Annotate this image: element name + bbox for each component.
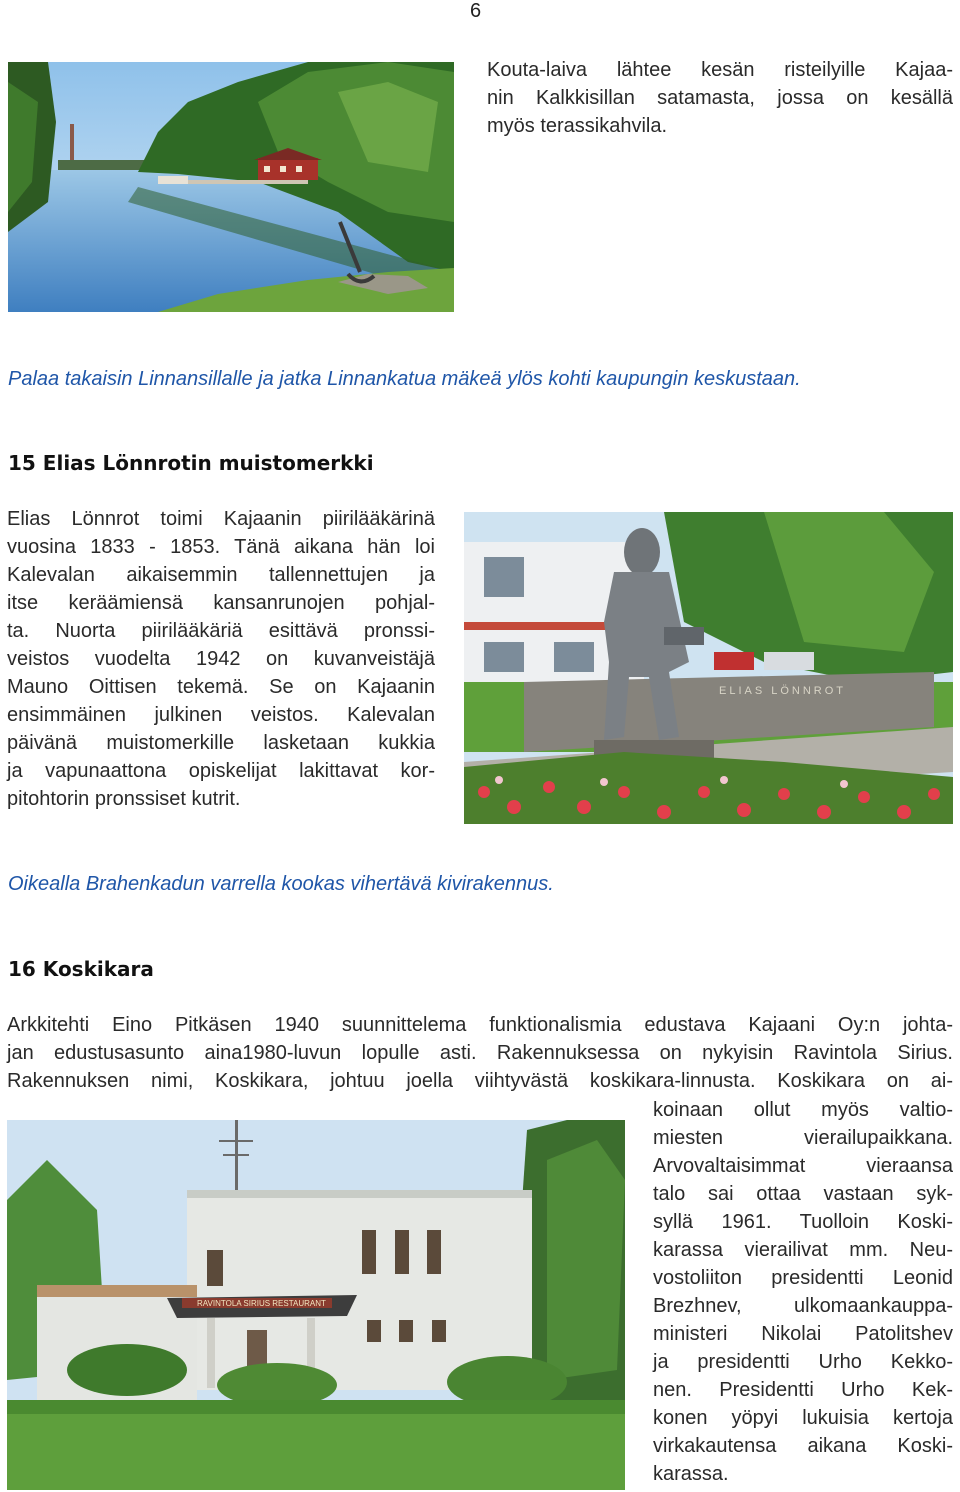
caption-line: nin Kalkkisillan satamasta, jossa on kesällä: [487, 87, 953, 109]
body-line: Arkkitehti Eino Pitkäsen 1940 suunnittelema funktionalismia edustava Kajaani Oy:n johta-: [7, 1014, 953, 1036]
harbour-caption: [487, 56, 953, 140]
harbour-photo: [8, 62, 454, 312]
body-line: jan edustusasunto aina1980-luvun lopulle asti. Rakennuksessa on nykyisin Ravintola Sirius.: [7, 1042, 953, 1064]
directions-text: Oikealla Brahenkadun varrella kookas vihertävä kivirakennus.: [8, 873, 554, 895]
body-line: vuosina 1833 - 1853. Tänä aikana hän loi: [7, 536, 435, 558]
section-heading: 15 Elias Lönnrotin muistomerkki: [8, 451, 374, 475]
plinth-inscription: ELIAS LÖNNROT: [719, 685, 847, 697]
body-line: ministeri Nikolai Patolitshev: [653, 1323, 953, 1345]
body-line: Arvovaltaisimmat vieraansa: [653, 1155, 953, 1177]
body-line: Mauno Oittisen tekemä. Se on Kajaanin: [7, 676, 435, 698]
body-line: ensimmäinen julkinen veistos. Kalevalan: [7, 704, 435, 726]
section-16-intro: [7, 1011, 953, 1095]
section-15-body: [7, 505, 435, 813]
body-line: virkakautensa aikana Koski-: [653, 1435, 953, 1457]
body-line: talo sai ottaa vastaan syk-: [653, 1183, 953, 1205]
caption-line: myös terassikahvila.: [487, 115, 668, 137]
body-line: Brezhnev, ulkomaankauppa-: [653, 1295, 953, 1317]
body-line: itse keräämiensä kansanrunojen pohjal-: [7, 592, 435, 614]
caption-line: Kouta-laiva lähtee kesän risteilyille Kajaa-: [487, 59, 953, 81]
body-line: veistos vuodelta 1942 on kuvanveistäjä: [7, 648, 435, 670]
body-line: vostoliiton presidentti Leonid: [653, 1267, 953, 1289]
body-line: ja presidentti Urho Kekko-: [653, 1351, 953, 1373]
statue-photo: [464, 512, 953, 824]
section-heading: 16 Koskikara: [8, 957, 154, 981]
directions-text: Palaa takaisin Linnansillalle ja jatka Linnankatua mäkeä ylös kohti kaupungin keskustaan.: [8, 368, 801, 390]
body-line: Rakennuksen nimi, Koskikara, johtuu joella viihtyvästä koskikara-linnusta. Koskikara on ai-: [7, 1070, 953, 1092]
koskikara-photo: [7, 1120, 625, 1490]
body-line: nen. Presidentti Urho Kek-: [653, 1379, 953, 1401]
section-16-side-text: [653, 1096, 953, 1488]
body-line: ta. Nuorta piirilääkäriä esittävä pronssi-: [7, 620, 435, 642]
body-line: karassa.: [653, 1463, 729, 1485]
body-line: Kalevalan aikaisemmin tallennettujen ja: [7, 564, 435, 586]
page-number: 6: [470, 0, 482, 22]
body-line: koinaan ollut myös valtio-: [653, 1099, 953, 1121]
body-line: päivänä muistomerkille lasketaan kukkia: [7, 732, 435, 754]
body-line: ja vapunaattona opiskelijat lakittavat kor-: [7, 760, 435, 782]
body-line: pitohtorin pronssiset kutrit.: [7, 788, 241, 810]
body-line: miesten vierailupaikkana.: [653, 1127, 953, 1149]
body-line: karassa vierailivat mm. Neu-: [653, 1239, 953, 1261]
body-line: konen yöpyi lukuisia kertoja: [653, 1407, 953, 1429]
restaurant-sign: RAVINTOLA SIRIUS RESTAURANT: [197, 1299, 326, 1308]
body-line: Elias Lönnrot toimi Kajaanin piirilääkärinä: [7, 508, 435, 530]
body-line: syllä 1961. Tuolloin Koski-: [653, 1211, 953, 1233]
